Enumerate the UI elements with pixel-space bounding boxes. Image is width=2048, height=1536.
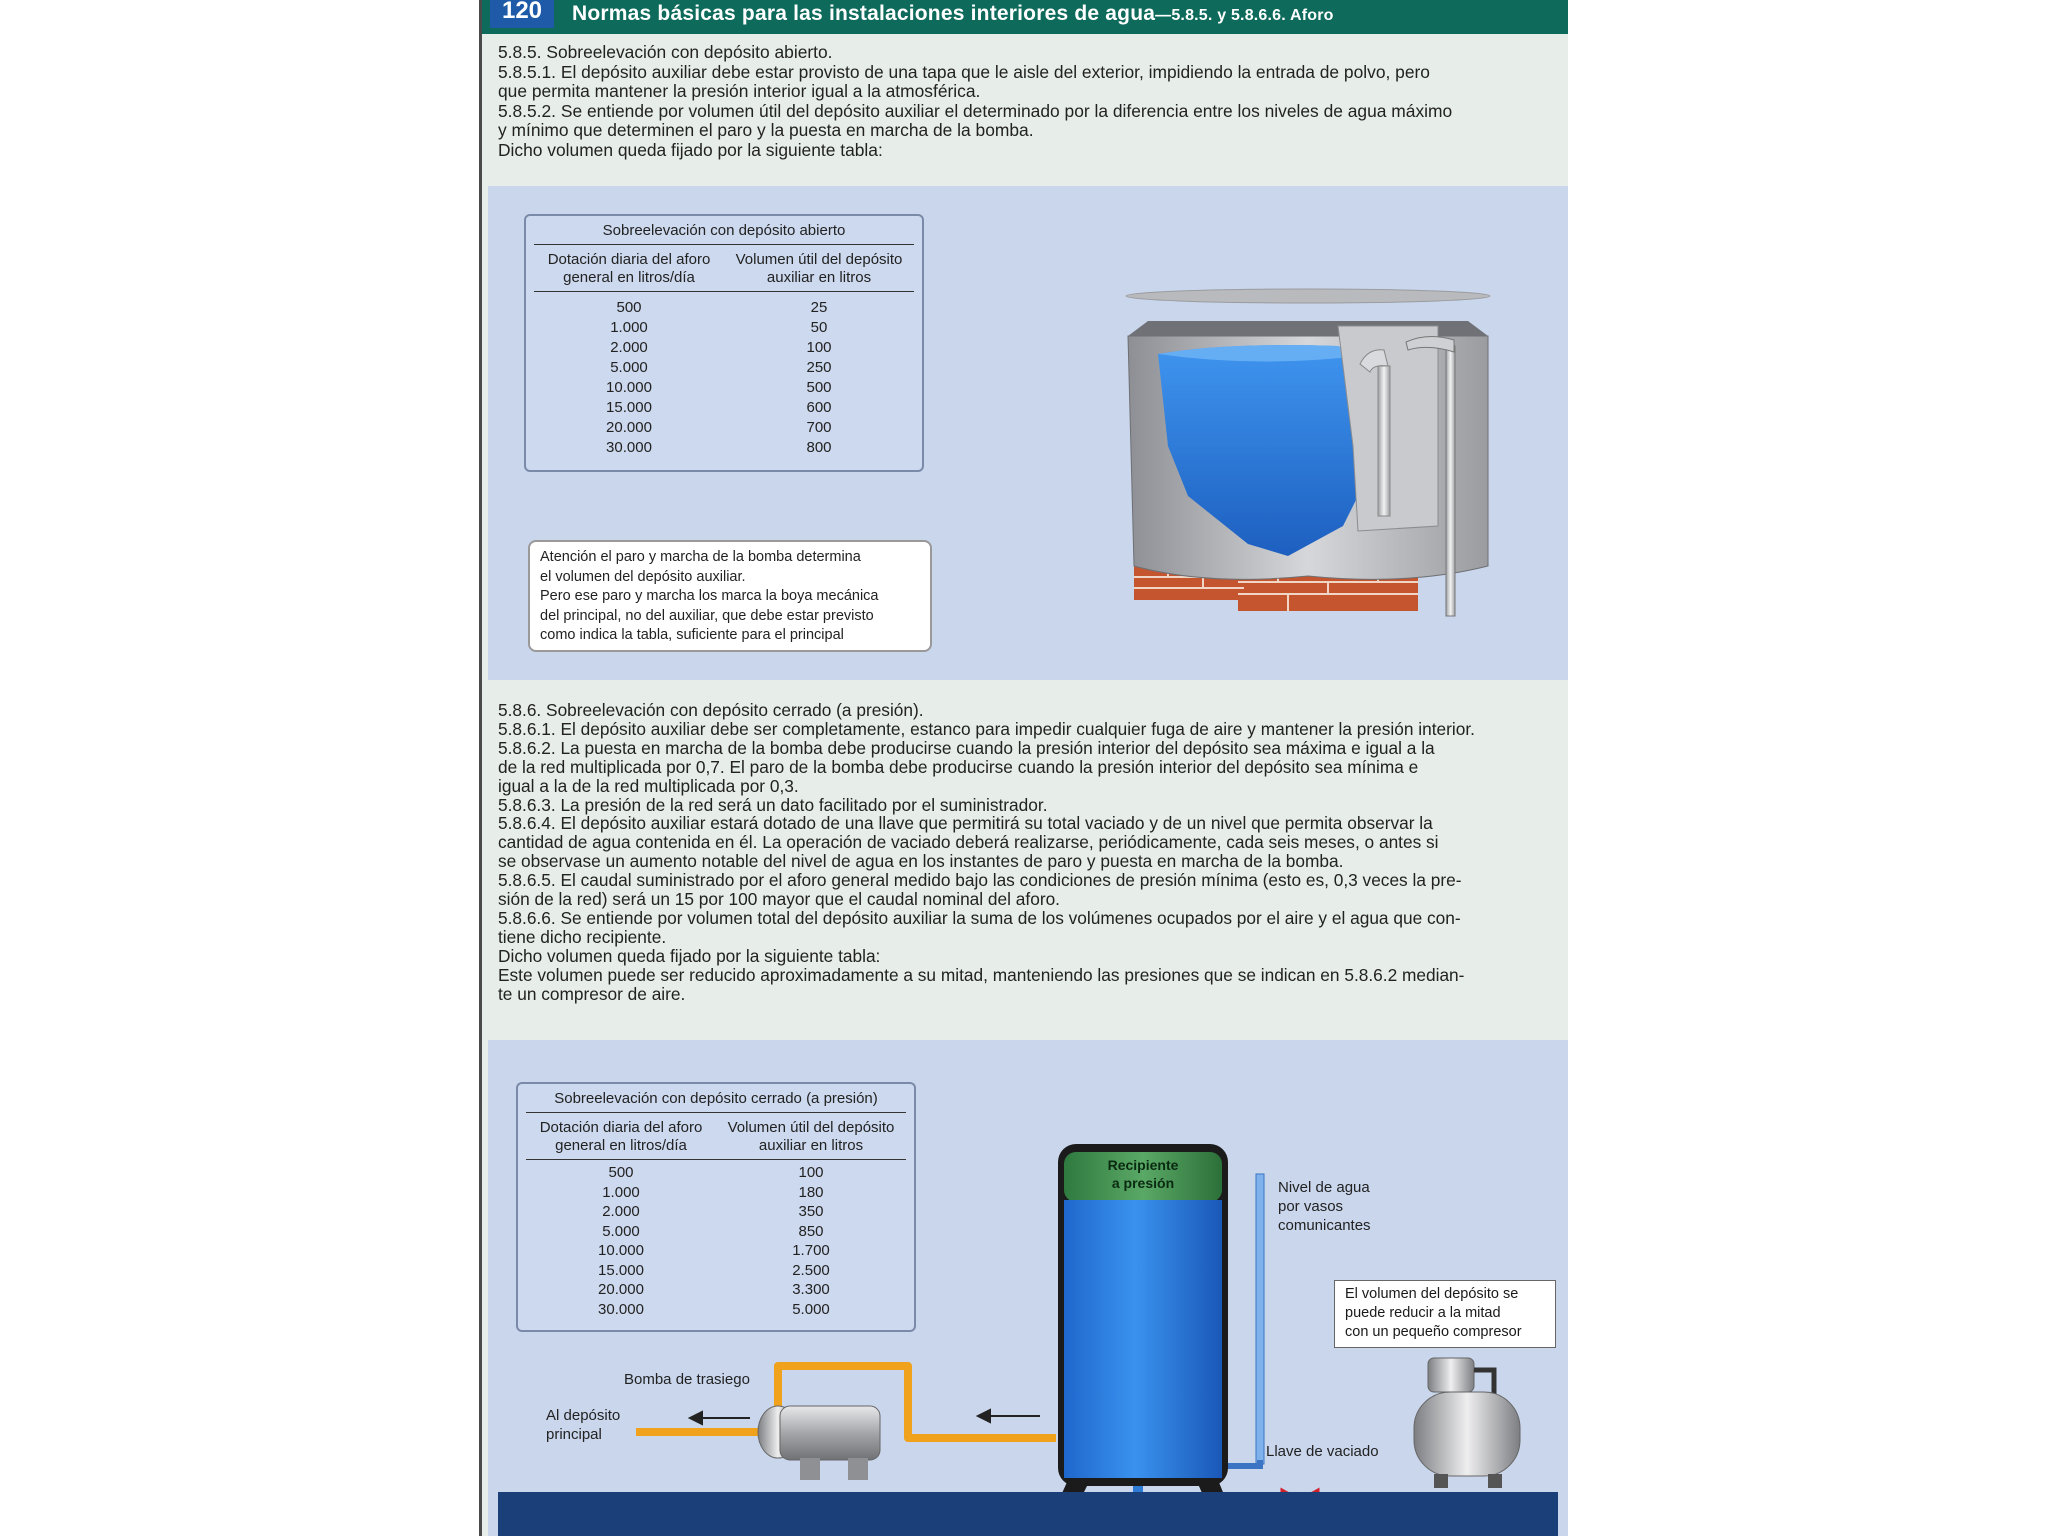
text-line: 5.8.6.2. La puesta en marcha de la bomba debe producirse cuando la presión interior del depósito sea máxima e igual a la — [498, 737, 1435, 758]
cell-dotacion: 500 — [608, 1164, 634, 1181]
text-line: 5.8.6.1. El depósito auxiliar debe ser completamente, estanco para impedir cualquier fuga de aire y mantener la presión interior. — [498, 718, 1475, 739]
text-line: Dicho volumen queda fijado por la siguiente tabla: — [498, 139, 883, 160]
cell-volumen: 1.700 — [792, 1242, 830, 1259]
text-line: Este volumen puede ser reducido aproximadamente a su mitad, manteniendo las presiones que se indican en 5.8.6.2 median- — [498, 964, 1465, 985]
text-line: cantidad de agua contenida en él. La operación de vaciado deberá realizarse, periódicamente, cada seis meses, o antes si — [498, 832, 1439, 853]
header-line: general en litros/día — [563, 269, 695, 286]
flow-arrow-left — [690, 1412, 750, 1424]
label-line: Nivel de agua — [1278, 1179, 1370, 1196]
note-line: Pero ese paro y marcha los marca la boya mecánica — [540, 588, 879, 604]
water-level-label — [1278, 1178, 1371, 1235]
document-page — [482, 0, 1568, 1536]
cell-dotacion: 20.000 — [606, 419, 652, 436]
title-sub: —5.8.5. y 5.8.6.6. Aforo — [1155, 7, 1334, 24]
level-sight-tube — [1228, 1174, 1264, 1466]
cell-volumen: 100 — [806, 339, 832, 356]
pump-label: Bomba de trasiego — [624, 1371, 750, 1388]
open-tank-panel — [488, 186, 1568, 680]
note-line: del principal, no del auxiliar, que debe estar previsto — [540, 607, 874, 624]
open-tank-illustration — [1108, 276, 1528, 656]
cell-dotacion: 500 — [616, 299, 642, 316]
cell-volumen: 350 — [798, 1203, 824, 1220]
header-line: auxiliar en litros — [758, 1137, 864, 1154]
cell-dotacion: 15.000 — [598, 1261, 644, 1279]
column-header-volumen — [724, 251, 914, 287]
table-row — [534, 438, 914, 458]
cell-dotacion: 30.000 — [606, 439, 652, 456]
open-tank-note — [528, 540, 932, 652]
table-title: Sobreelevación con depósito cerrado (a presión) — [526, 1084, 906, 1113]
table-row — [534, 398, 914, 418]
compressor-note — [1334, 1280, 1556, 1348]
cell-dotacion: 2.000 — [602, 1203, 640, 1220]
cell-volumen: 5.000 — [792, 1300, 830, 1318]
cell-dotacion: 1.000 — [610, 319, 648, 336]
inlet-pipe — [1378, 366, 1390, 516]
page-footer-bar — [498, 1492, 1558, 1536]
outlet-pipe — [1446, 346, 1455, 616]
section-586-text — [498, 701, 1475, 1004]
table-row — [534, 298, 914, 318]
text-line: igual a la de la red multiplicada por 0,3. — [498, 775, 799, 796]
text-line: 5.8.6.4. El depósito auxiliar estará dotado de una llave que permitirá su total vaciado y de un nivel que permita observar la — [498, 813, 1433, 834]
cell-volumen: 600 — [806, 399, 832, 416]
label-line: Al depósito — [546, 1407, 621, 1424]
cell-volumen: 800 — [806, 439, 832, 456]
tank-label — [1074, 1156, 1212, 1192]
text-line: 5.8.5. Sobreelevación con depósito abierto. — [498, 42, 833, 62]
note-line: como indica la tabla, suficiente para el principal — [540, 627, 844, 643]
cell-dotacion: 20.000 — [598, 1281, 644, 1298]
page-number: 120 — [490, 0, 554, 28]
text-line: 5.8.5.1. El depósito auxiliar debe estar provisto de una tapa que le aisle del exterior, impidiendo la entrada de polvo, pero — [498, 61, 1430, 82]
text-line: Dicho volumen queda fijado por la siguiente tabla: — [498, 945, 881, 966]
title-main: Normas básicas para las instalaciones interiores de agua — [572, 2, 1156, 25]
cell-dotacion: 5.000 — [602, 1222, 640, 1240]
header-line: Volumen útil del depósito — [735, 251, 903, 268]
text-line: se observase un aumento notable del nivel de agua en los instantes de paro y puesta en marcha de la bomba. — [498, 851, 1344, 872]
note-line: el volumen del depósito auxiliar. — [540, 568, 746, 585]
label-line: comunicantes — [1278, 1217, 1371, 1234]
table-row — [534, 418, 914, 438]
header-line: general en litros/día — [555, 1137, 687, 1154]
note-line: con un pequeño compresor — [1345, 1324, 1522, 1340]
cell-volumen: 180 — [798, 1183, 824, 1201]
header-line: auxiliar en litros — [766, 269, 872, 286]
open-tank-table — [524, 214, 924, 472]
cell-dotacion: 2.000 — [610, 339, 648, 356]
header-line: Dotación diaria del aforo — [547, 251, 711, 268]
tank-label-line: a presión — [1111, 1175, 1175, 1191]
table-title: Sobreelevación con depósito abierto — [534, 216, 914, 245]
table-row — [534, 318, 914, 338]
cell-volumen: 100 — [798, 1164, 824, 1181]
header-line: Volumen útil del depósito — [727, 1119, 895, 1136]
drain-valve-label: Llave de vaciado — [1266, 1443, 1379, 1460]
pressure-tank — [1048, 1144, 1236, 1524]
text-line: 5.8.6. Sobreelevación con depósito cerrado (a presión). — [498, 700, 924, 720]
cell-volumen: 500 — [806, 379, 832, 396]
label-line: por vasos — [1278, 1198, 1344, 1215]
label-line: principal — [546, 1426, 602, 1443]
header-line: Dotación diaria del aforo — [539, 1119, 703, 1136]
table-row — [534, 358, 914, 378]
cell-volumen: 250 — [806, 359, 832, 376]
transfer-pump — [758, 1406, 880, 1480]
text-line: tiene dicho recipiente. — [498, 926, 667, 947]
table-row — [534, 378, 914, 398]
page-title — [572, 0, 1334, 30]
cell-volumen: 3.300 — [792, 1281, 830, 1298]
tank-label-line: Recipiente — [1107, 1157, 1179, 1173]
text-line: y mínimo que determinen el paro y la puesta en marcha de la bomba. — [498, 120, 1034, 140]
cell-volumen: 25 — [810, 299, 828, 316]
table-header — [534, 245, 914, 292]
text-line: 5.8.6.6. Se entiende por volumen total del depósito auxiliar la suma de los volúmenes ocupados por el aire y el agua que con- — [498, 907, 1461, 928]
cell-dotacion: 15.000 — [606, 399, 652, 416]
tank-lid — [1126, 289, 1490, 303]
cell-dotacion: 1.000 — [602, 1183, 640, 1201]
text-line: que permita mantener la presión interior igual a la atmosférica. — [498, 81, 981, 101]
section-585-text — [498, 43, 1452, 160]
text-line: sión de la red) será un 15 por 100 mayor que el caudal nominal del aforo. — [498, 889, 1060, 910]
text-line: 5.8.5.2. Se entiende por volumen útil del depósito auxiliar el determinado por la diferencia entre los niveles de agua máximo — [498, 100, 1453, 121]
text-line: 5.8.6.3. La presión de la red será un dato facilitado por el suministrador. — [498, 794, 1048, 815]
column-header-dotacion — [534, 251, 724, 287]
cell-volumen: 2.500 — [792, 1261, 830, 1279]
text-line: te un compresor de aire. — [498, 983, 686, 1004]
cell-volumen: 700 — [806, 419, 832, 436]
table-row — [534, 338, 914, 358]
air-compressor — [1414, 1358, 1520, 1488]
main-tank-label — [546, 1406, 620, 1444]
cell-volumen: 50 — [810, 319, 828, 336]
cell-dotacion: 10.000 — [606, 379, 652, 396]
cell-dotacion: 5.000 — [610, 359, 648, 376]
note-line: El volumen del depósito se — [1345, 1286, 1519, 1302]
text-line: de la red multiplicada por 0,7. El paro de la bomba debe producirse cuando la presión interior del depósito sea mínima e — [498, 756, 1419, 777]
text-line: 5.8.6.5. El caudal suministrado por el aforo general medido bajo las condiciones de presión mínima (esto es, 0,3 veces la pre- — [498, 870, 1462, 891]
page-header — [482, 0, 1568, 34]
note-line: Atención el paro y marcha de la bomba determina — [540, 549, 861, 565]
closed-tank-panel — [488, 1040, 1568, 1536]
cell-volumen: 850 — [798, 1222, 824, 1240]
note-line: puede reducir a la mitad — [1345, 1305, 1501, 1321]
flow-arrow-tank — [978, 1410, 1040, 1422]
cell-dotacion: 30.000 — [598, 1300, 644, 1318]
cell-dotacion: 10.000 — [598, 1242, 644, 1259]
